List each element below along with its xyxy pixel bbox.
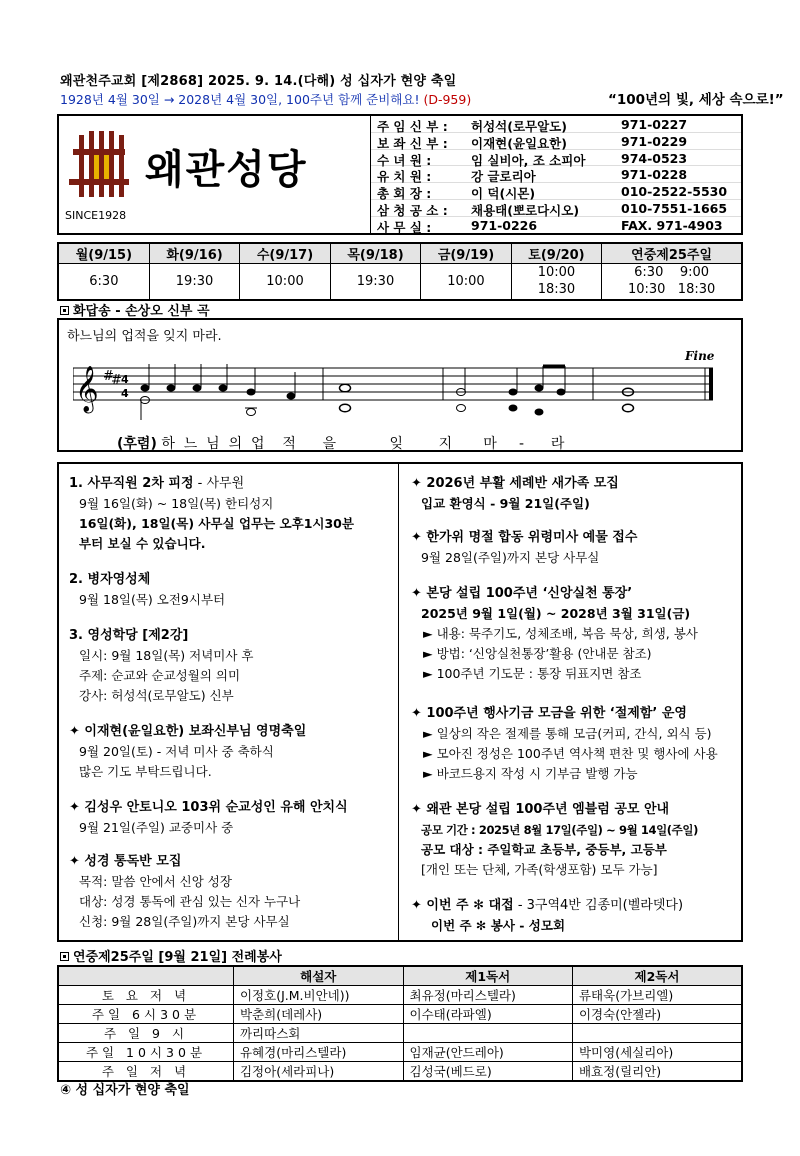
announcement-item: ✦ 왜관 본당 설립 100주년 엠블럼 공모 안내 공모 기간 : 2025년 8월 17일(주일) ~ 9월 14일(주일) 공모 대상 : 주일학교 초등부, 중등부, 고등부 [개인 또는 단체, 가족(학생포함) 모두 가능] (411, 802, 698, 877)
psalm-box (57, 318, 743, 452)
mass-time: 19:30 (330, 264, 420, 300)
mass-time: 6:30 (58, 264, 149, 300)
parish-logo-icon (67, 131, 131, 201)
mass-schedule-table (57, 242, 743, 301)
svg-text:4: 4 (121, 373, 129, 386)
announcement-item: ✦ 2026년 부활 세례반 새가족 모집 입교 환영식 - 9월 21일(주일) (411, 476, 619, 511)
announcement-item: ✦ 한가위 명절 합동 위령미사 예물 접수 9월 28일(주일)까지 본당 사무실 (411, 530, 638, 565)
bulletin-title: 왜관천주교회 [제2868] 2025. 9. 14.(다해) 성 십자가 현양 축일 (60, 74, 457, 89)
staff-directory (371, 116, 741, 234)
announcement-item: ✦ 이번 주 ✻ 대접 - 3구역4반 김종미(벨라뎃다) 이번 주 ✻ 봉사 - 성모회 (411, 898, 684, 933)
announcements-box (57, 462, 743, 942)
announcements-right-column (399, 464, 741, 940)
svg-text:𝄞: 𝄞 (75, 366, 99, 412)
announcement-item: ✦ 이재현(윤일요한) 보좌신부님 영명축일 9월 20일(토) - 저녁 미사 중 축하식 많은 기도 부탁드립니다. (69, 724, 307, 779)
announcement-item: 1. 사무직원 2차 피정 - 사무원 9월 16일(화) ~ 18일(목) 한티성지 16일(화), 18일(목) 사무실 업무는 오후1시30분 부터 보실 수 있습니다. (69, 476, 354, 551)
table-row: 주 일 9 시 까리따스회 (58, 1024, 742, 1043)
roster-header: 해설자 (233, 966, 403, 986)
since-label: SINCE1928 (65, 209, 127, 222)
slogan: “100년의 빛, 세상 속으로!” (608, 92, 784, 108)
svg-text:4: 4 (121, 387, 129, 400)
square-bullet-icon (60, 952, 69, 961)
staff-row: 수 녀 원 : 임 실비아, 조 소피아 974-0523 (371, 150, 741, 167)
day-header: 토(9/20) (511, 243, 601, 264)
psalm-section-title: 화답송 - 손상오 신부 곡 (60, 300, 210, 319)
day-header: 연중제25주일 (602, 243, 742, 264)
announcement-item: ✦ 본당 설립 100주년 ‘신앙실천 통장’ 2025년 9월 1일(월) ~ 2028년 3월 31일(금) ► 내용: 묵주기도, 성체조배, 복음 묵상, 희생, 봉사 ► 방법: ‘신앙실천통장’활용 (안내문 참조) ► 100주년 기도문 : 통장 뒤표지면 참조 (411, 586, 698, 681)
mass-time-saturday: 10:00 18:30 (511, 264, 601, 300)
staff-row: 보 좌 신 부 : 이재현(윤일요한) 971-0229 (371, 133, 741, 150)
staff-row: 삼 청 공 소 : 채용태(뽀로다시오) 010-7551-1665 (371, 200, 741, 217)
psalm-lyrics (117, 433, 564, 453)
day-header: 금(9/19) (421, 243, 511, 264)
day-header: 목(9/18) (330, 243, 420, 264)
announcement-item: ✦ 김성우 안토니오 103위 순교성인 유해 안치식 9월 21일(주일) 교중미사 중 (69, 800, 348, 835)
liturgy-section-title: 연중제25주일 [9월 21일] 전례봉사 (60, 946, 282, 965)
liturgy-roster-table (57, 965, 743, 1082)
roster-header (58, 966, 233, 986)
mass-time: 10:00 (240, 264, 330, 300)
announcement-item: 3. 영성학당 [제2강] 일시: 9월 18일(목) 저녁미사 후 주제: 순교와 순교성월의 의미 강사: 허성석(로무알도) 신부 (69, 628, 254, 703)
table-row: 주일 6시30분 박춘희(데레사) 이수태(라파엘) 이경숙(안젤라) (58, 1005, 742, 1024)
table-row: 주일 10시30분 유혜경(마리스텔라) 임재균(안드레아) 박미영(세실리아) (58, 1043, 742, 1062)
announcement-item: ✦ 성경 통독반 모집 목적: 말씀 안에서 신앙 성장 대상: 성경 통독에 관심 있는 신자 누구나 신청: 9월 28일(주일)까지 본당 사무실 (69, 854, 301, 929)
staff-row: 주 임 신 부 : 허성석(로무알도) 971-0227 (371, 116, 741, 133)
day-header: 화(9/16) (149, 243, 239, 264)
svg-text:#: # (103, 369, 114, 384)
refrain-label: (후렴) (117, 436, 157, 452)
centennial-banner (60, 90, 784, 108)
staff-row: 총 회 장 : 이 덕(시몬) 010-2522-5530 (371, 183, 741, 200)
table-row: 주 일 저 녁 김정아(세라피나) 김성국(베드로) 배효정(릴리안) (58, 1062, 742, 1082)
day-header: 수(9/17) (240, 243, 330, 264)
roster-header: 제1독서 (403, 966, 572, 986)
svg-text:#: # (111, 373, 122, 388)
announcements-left-column (59, 464, 399, 940)
mass-time-sunday: 6:30 9:00 10:30 18:30 (602, 264, 742, 300)
mass-time: 19:30 (149, 264, 239, 300)
staff-row: 유 치 원 : 강 글로리아 971-0228 (371, 166, 741, 183)
parish-info-box (57, 114, 743, 235)
roster-header: 제2독서 (572, 966, 742, 986)
psalm-refrain-text: 하느님의 업적을 잊지 마라. (67, 329, 222, 344)
announcement-item: ✦ 100주년 행사기금 모금을 위한 ‘절제함’ 운영 ► 일상의 작은 절제를 통해 모금(커피, 간식, 외식 등) ► 모아진 정성은 100주년 역사책 편찬 및 행사에 사용 ► 바코드용지 작성 시 기부금 발행 가능 (411, 706, 718, 781)
day-header: 월(9/15) (58, 243, 149, 264)
centennial-text: 1928년 4월 30일 → 2028년 4월 30일, 100주년 함께 준비해요! (60, 92, 420, 107)
table-row: 토 요 저 녁 이정호(J.M.비안네)) 최유정(마리스텔라) 류태욱(가브리엘) (58, 986, 742, 1005)
square-bullet-icon (60, 306, 69, 315)
mass-time: 10:00 (421, 264, 511, 300)
parish-name: 왜관성당 (145, 146, 308, 193)
dday-counter: (D-959) (423, 92, 472, 107)
music-staff (73, 350, 733, 430)
lyrics-syllables: 하 느 님 의 업 적 을 잊 지 마 - 라 (161, 436, 565, 452)
feast-footer: ④ 성 십자가 현양 축일 (60, 1083, 190, 1098)
logo-area (59, 116, 371, 233)
staff-row: 사 무 실 : 971-0226 FAX. 971-4903 (377, 217, 723, 235)
fine-mark: Fine (685, 350, 715, 363)
announcement-item: 2. 병자영성체 9월 18일(목) 오전9시부터 (69, 572, 226, 607)
